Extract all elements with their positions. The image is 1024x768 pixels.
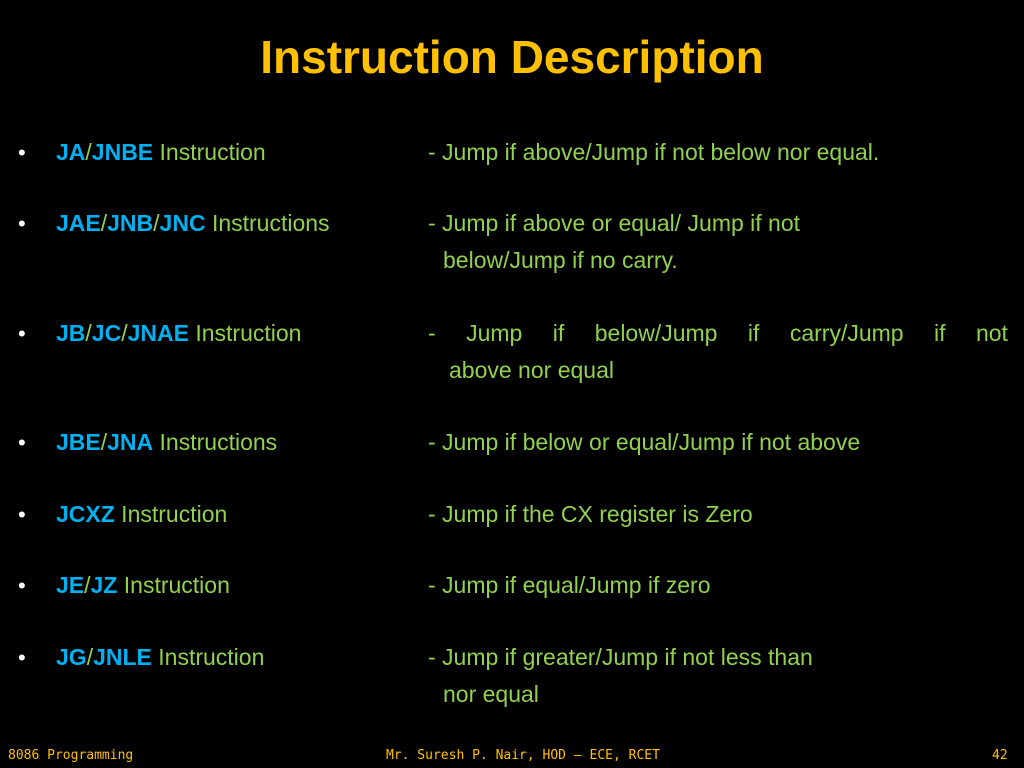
instruction-name bbox=[56, 639, 264, 676]
instruction-description bbox=[428, 496, 1008, 533]
description-line: - Jump if equal/Jump if zero bbox=[428, 572, 711, 598]
instruction-word: Instruction bbox=[151, 644, 265, 670]
mnemonic: JBE bbox=[56, 429, 101, 455]
description-line: nor equal bbox=[443, 681, 539, 707]
bullet-icon: • bbox=[18, 645, 26, 670]
mnemonic: JNBE bbox=[91, 139, 154, 165]
mnemonic: JNB bbox=[107, 210, 154, 236]
mnemonic: JB bbox=[56, 320, 86, 346]
description-word: if bbox=[934, 320, 946, 346]
description-word: - bbox=[428, 320, 436, 346]
description-line: above nor equal bbox=[449, 357, 614, 383]
instruction-name bbox=[56, 424, 277, 461]
mnemonic: JCXZ bbox=[56, 501, 115, 527]
instruction-name bbox=[56, 315, 301, 352]
instruction-description bbox=[428, 315, 1008, 389]
mnemonic: JG bbox=[56, 644, 87, 670]
separator: / bbox=[100, 210, 108, 236]
bullet-icon: • bbox=[18, 321, 26, 346]
bullet-icon: • bbox=[18, 211, 26, 236]
slide-title: Instruction Description bbox=[260, 31, 764, 83]
mnemonic: JZ bbox=[90, 572, 118, 598]
separator: / bbox=[100, 429, 108, 455]
mnemonic: JNA bbox=[107, 429, 154, 455]
separator: / bbox=[85, 320, 92, 346]
description-line: - Jump if greater/Jump if not less than bbox=[428, 644, 813, 670]
instruction-name bbox=[56, 496, 227, 533]
instruction-description bbox=[428, 567, 1008, 604]
mnemonic: JNLE bbox=[93, 644, 152, 670]
instruction-word: Instructions bbox=[205, 210, 330, 236]
description-word: carry/Jump bbox=[789, 320, 904, 346]
instruction-description bbox=[428, 424, 1008, 461]
description-line: below/Jump if no carry. bbox=[443, 247, 678, 273]
instruction-description bbox=[428, 639, 1008, 713]
page-number: 42 bbox=[992, 748, 1008, 763]
description-word: if bbox=[552, 320, 565, 346]
description-line: - Jump if above/Jump if not below nor equal. bbox=[428, 139, 880, 165]
description-line bbox=[428, 315, 1008, 352]
instruction-name bbox=[56, 567, 230, 604]
instruction-name bbox=[56, 205, 330, 242]
instruction-word: Instruction bbox=[117, 572, 230, 598]
description-word: if bbox=[747, 320, 760, 346]
separator: / bbox=[86, 644, 94, 670]
separator: / bbox=[153, 210, 160, 236]
mnemonic: JNAE bbox=[127, 320, 189, 346]
separator: / bbox=[85, 139, 92, 165]
instruction-word: Instructions bbox=[153, 429, 278, 455]
instruction-word: Instruction bbox=[153, 139, 266, 165]
bullet-icon: • bbox=[18, 573, 26, 598]
footer-author: Mr. Suresh P. Nair, HOD – ECE, RCET bbox=[386, 748, 660, 763]
description-word: Jump bbox=[466, 320, 523, 346]
instruction-word: Instruction bbox=[114, 501, 228, 527]
mnemonic: JAE bbox=[56, 210, 101, 236]
footer-course: 8086 Programming bbox=[8, 748, 134, 763]
description-line: - Jump if the CX register is Zero bbox=[428, 501, 753, 527]
description-line: - Jump if below or equal/Jump if not above bbox=[428, 429, 861, 455]
instruction-name bbox=[56, 134, 266, 171]
mnemonic: JA bbox=[56, 139, 86, 165]
separator: / bbox=[84, 572, 91, 598]
bullet-icon: • bbox=[18, 430, 26, 455]
description-word: not bbox=[975, 320, 1008, 346]
bullet-icon: • bbox=[18, 502, 26, 527]
description-line: - Jump if above or equal/ Jump if not bbox=[428, 210, 801, 236]
bullet-icon: • bbox=[18, 140, 26, 165]
mnemonic: JC bbox=[91, 320, 122, 346]
description-word: below/Jump bbox=[594, 320, 718, 346]
instruction-description bbox=[428, 134, 1008, 171]
mnemonic: JE bbox=[56, 572, 85, 598]
separator: / bbox=[121, 320, 128, 346]
instruction-word: Instruction bbox=[188, 320, 302, 346]
mnemonic: JNC bbox=[159, 210, 206, 236]
instruction-description bbox=[428, 205, 1008, 279]
